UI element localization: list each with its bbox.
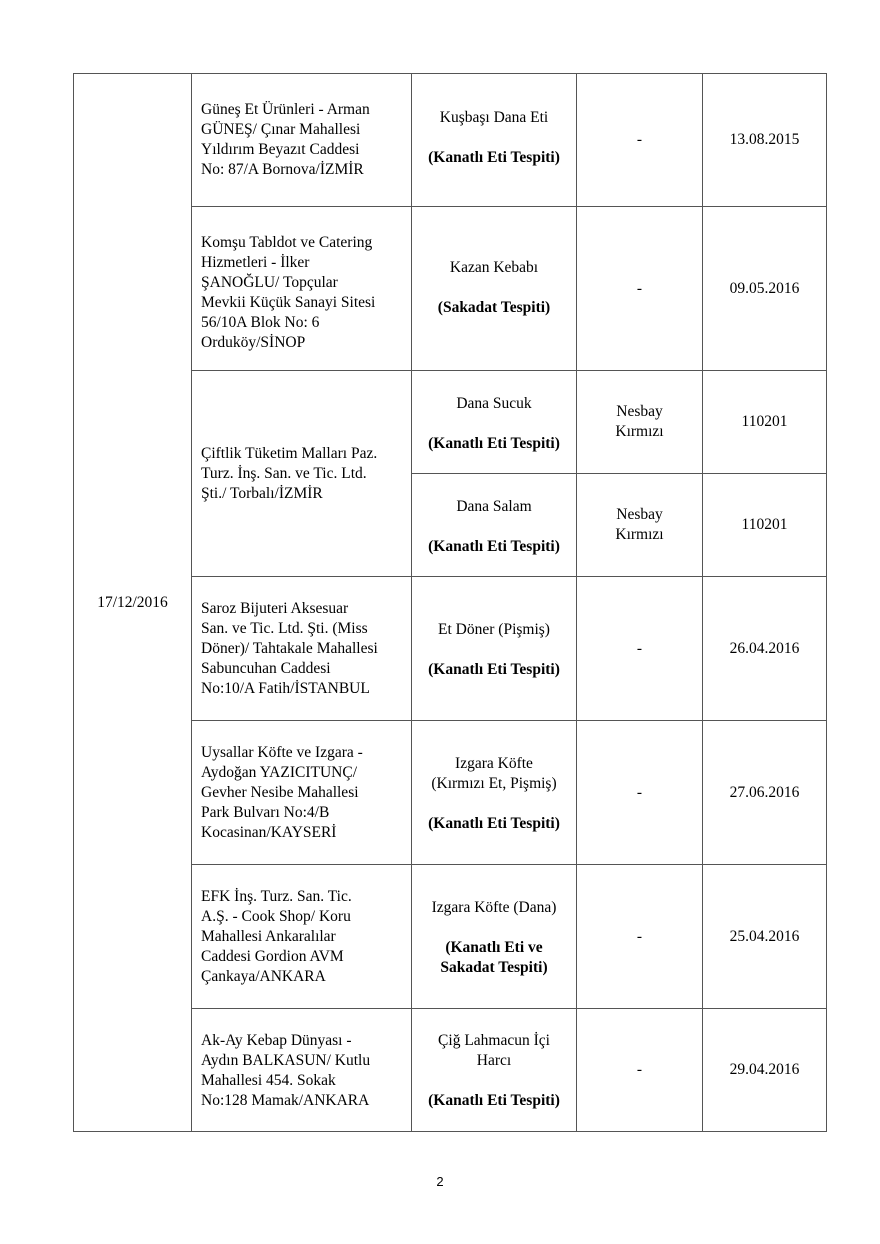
firm-cell: Güneş Et Ürünleri - Arman GÜNEŞ/ Çınar Mahallesi Yıldırım Beyazıt Caddesi No: 87/A Bornova/İZMİR bbox=[192, 74, 412, 207]
batch-date-cell: 25.04.2016 bbox=[703, 865, 827, 1009]
inspection-date: 17/12/2016 bbox=[74, 74, 192, 1132]
page-number: 2 bbox=[436, 1174, 444, 1189]
batch-date-cell: 26.04.2016 bbox=[703, 577, 827, 721]
product-cell: Çiğ Lahmacun İçi Harcı (Kanatlı Eti Tespiti) bbox=[412, 1009, 577, 1132]
firm-cell: Uysallar Köfte ve Izgara - Aydoğan YAZICITUNÇ/ Gevher Nesibe Mahallesi Park Bulvarı No:4/B Kocasinan/KAYSERİ bbox=[192, 721, 412, 865]
product-cell: Dana Salam (Kanatlı Eti Tespiti) bbox=[412, 474, 577, 577]
batch-number-cell: 110201 bbox=[703, 371, 827, 474]
batch-date-cell: 27.06.2016 bbox=[703, 721, 827, 865]
batch-date-cell: 13.08.2015 bbox=[703, 74, 827, 207]
brand-cell: Nesbay Kırmızı bbox=[577, 474, 703, 577]
product-cell: Et Döner (Pişmiş) (Kanatlı Eti Tespiti) bbox=[412, 577, 577, 721]
product-cell: Kazan Kebabı (Sakadat Tespiti) bbox=[412, 207, 577, 371]
batch-number-cell: 110201 bbox=[703, 474, 827, 577]
brand-cell: - bbox=[577, 74, 703, 207]
firm-cell: Çiftlik Tüketim Malları Paz. Turz. İnş. San. ve Tic. Ltd. Şti./ Torbalı/İZMİR bbox=[192, 371, 412, 577]
firm-cell: Ak-Ay Kebap Dünyası - Aydın BALKASUN/ Kutlu Mahallesi 454. Sokak No:128 Mamak/ANKARA bbox=[192, 1009, 412, 1132]
product-cell: Izgara Köfte (Kırmızı Et, Pişmiş) (Kanatlı Eti Tespiti) bbox=[412, 721, 577, 865]
product-cell: Izgara Köfte (Dana) (Kanatlı Eti ve Sakadat Tespiti) bbox=[412, 865, 577, 1009]
brand-cell: Nesbay Kırmızı bbox=[577, 371, 703, 474]
brand-cell: - bbox=[577, 865, 703, 1009]
brand-cell: - bbox=[577, 721, 703, 865]
firm-cell: Komşu Tabldot ve Catering Hizmetleri - İlker ŞANOĞLU/ Topçular Mevkii Küçük Sanayi Sitesi 56/10A Blok No: 6 Orduköy/SİNOP bbox=[192, 207, 412, 371]
table-row bbox=[74, 74, 827, 207]
firm-cell: EFK İnş. Turz. San. Tic. A.Ş. - Cook Shop/ Koru Mahallesi Ankaralılar Caddesi Gordion AVM Çankaya/ANKARA bbox=[192, 865, 412, 1009]
brand-cell: - bbox=[577, 207, 703, 371]
batch-date-cell: 09.05.2016 bbox=[703, 207, 827, 371]
product-cell: Kuşbaşı Dana Eti (Kanatlı Eti Tespiti) bbox=[412, 74, 577, 207]
product-cell: Dana Sucuk (Kanatlı Eti Tespiti) bbox=[412, 371, 577, 474]
firm-cell: Saroz Bijuteri Aksesuar San. ve Tic. Ltd. Şti. (Miss Döner)/ Tahtakale Mahallesi Sabuncuhan Caddesi No:10/A Fatih/İSTANBUL bbox=[192, 577, 412, 721]
brand-cell: - bbox=[577, 1009, 703, 1132]
inspection-table bbox=[73, 73, 827, 1132]
brand-cell: - bbox=[577, 577, 703, 721]
batch-date-cell: 29.04.2016 bbox=[703, 1009, 827, 1132]
